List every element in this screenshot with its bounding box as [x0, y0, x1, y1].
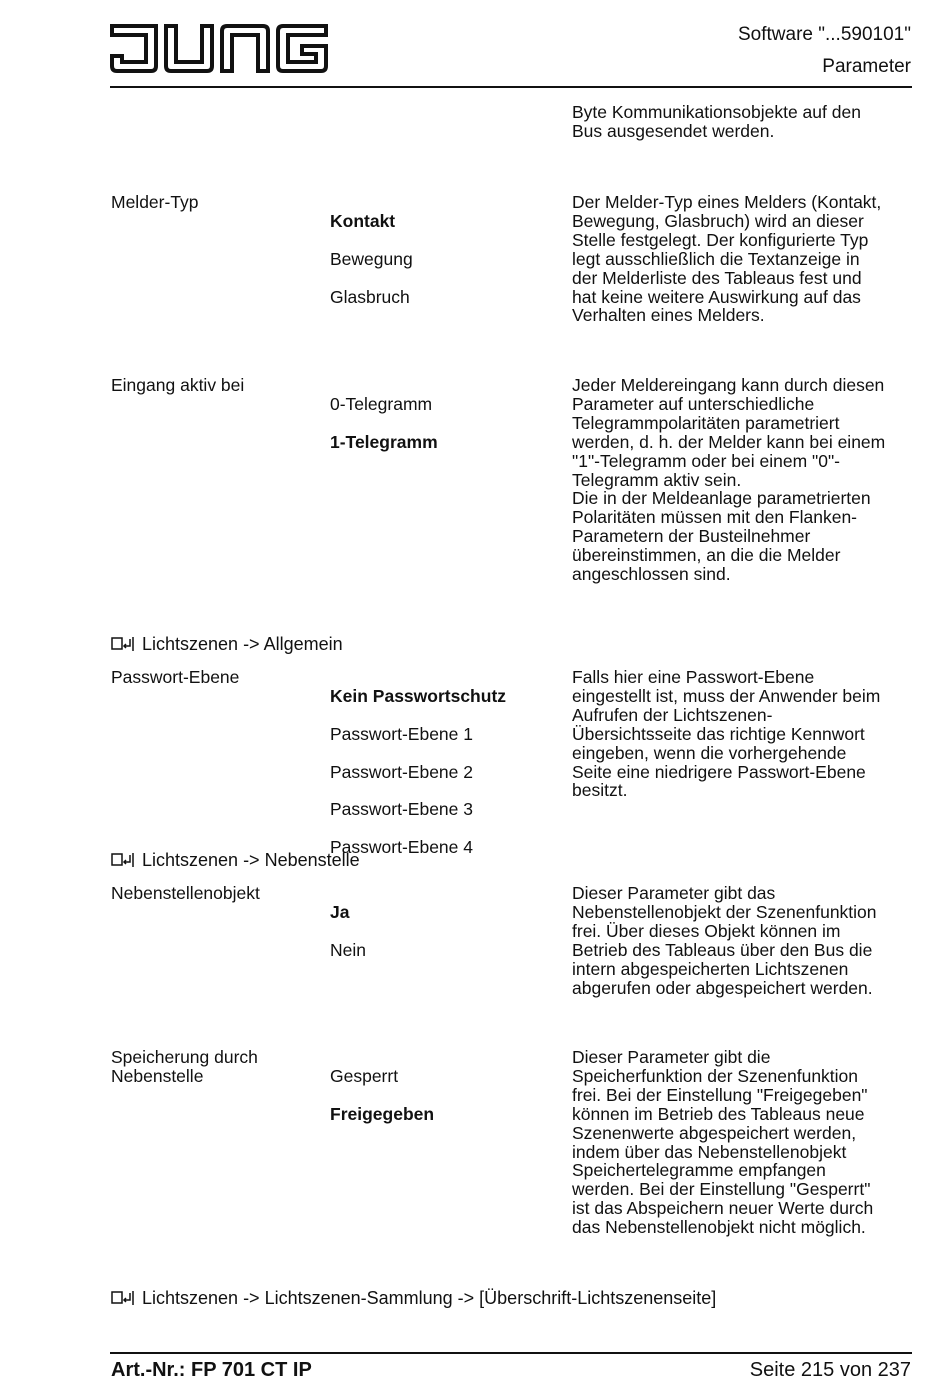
option: Bewegung [330, 248, 413, 269]
option-default: Ja [330, 901, 350, 922]
footer-rule [110, 1352, 912, 1354]
option-default: Kein Passwortschutz [330, 685, 507, 706]
param-options-nebenstellenobjekt [330, 884, 565, 979]
section-heading-lichtszenen-allgemein [111, 634, 343, 654]
option: Passwort-Ebene 4 [330, 837, 473, 858]
software-version: Software "...590101" [738, 24, 911, 45]
option: Nein [330, 939, 366, 960]
param-name-melder-typ: Melder-Typ [111, 192, 199, 212]
param-options-melder-typ [330, 193, 565, 325]
section-heading-lichtszenen-sammlung [111, 1288, 716, 1308]
option-default: 1-Telegramm [330, 431, 438, 452]
param-name-eingang-aktiv: Eingang aktiv bei [111, 375, 245, 395]
param-options-passwort-ebene [330, 668, 565, 876]
option: Passwort-Ebene 1 [330, 723, 473, 744]
param-description-eingang-aktiv: Jeder Meldereingang kann durch diesen Parameter auf unterschiedliche Telegrammpolaritäten parametriert werden, d. h. der Melder kann bei einem "1"-Telegramm oder bei einem "0"- Telegramm aktiv sein. Die in der Meldeanlage parametrierten Polaritäten müssen mit den Flanken- Parametern der Busteilnehmer übereinstimmen, an die die Melder angeschlossen sind. [572, 375, 886, 585]
option-default: Kontakt [330, 210, 396, 231]
section-label: Lichtszenen -> Lichtszenen-Sammlung -> [Überschrift-Lichtszenenseite] [142, 1288, 717, 1308]
param-options-eingang-aktiv [330, 376, 565, 471]
parameter-page-icon [111, 852, 135, 868]
header-rule [110, 86, 912, 88]
option: Passwort-Ebene 2 [330, 761, 473, 782]
option: Glasbruch [330, 286, 410, 307]
section-label: Lichtszenen -> Allgemein [142, 634, 343, 654]
section-heading-lichtszenen-nebenstelle [111, 850, 360, 870]
parameter-page-icon [111, 636, 135, 652]
option-default: Freigegeben [330, 1103, 435, 1124]
option: 0-Telegramm [330, 393, 433, 414]
section-label: Lichtszenen -> Nebenstelle [142, 850, 360, 870]
param-name-speicherung-nebenstelle: Speicherung durch Nebenstelle [111, 1047, 258, 1086]
param-description-speicherung-nebenstelle: Dieser Parameter gibt die Speicherfunktion der Szenenfunktion frei. Bei der Einstellung "Freigegeben" können im Betrieb des Tableaus neue Szenenwerte abgespeichert werden, indem über das Nebenstellenobjekt Speichertelegramme empfangen werden. Bei der Einstellung "Gesperrt" ist das Abspeichern neuer Werte durch das Nebenstellenobjekt nicht möglich. [572, 1047, 874, 1238]
param-description-passwort-ebene: Falls hier eine Passwort-Ebene eingestellt ist, muss der Anwender beim Aufrufen der Lichtszenen- Übersichtsseite das richtige Kennwort eingeben, wenn die vorhergehende Seite eine niedrigere Passwort-Ebene besitzt. [572, 667, 881, 801]
param-name-nebenstellenobjekt: Nebenstellenobjekt [111, 883, 260, 903]
jung-logo [110, 22, 330, 74]
param-name-passwort-ebene: Passwort-Ebene [111, 667, 240, 687]
option: Passwort-Ebene 3 [330, 799, 473, 820]
article-number: Art.-Nr.: FP 701 CT IP [111, 1359, 312, 1381]
option: Gesperrt [330, 1065, 399, 1086]
param-description-melder-typ: Der Melder-Typ eines Melders (Kontakt, Bewegung, Glasbruch) wird an dieser Stelle festgelegt. Der konfigurierte Typ legt ausschließlich die Textanzeige in der Melderliste des Tableaus fest und hat keine weitere Auswirkung auf das Verhalten eines Melders. [572, 192, 882, 326]
header-section-title: Parameter [822, 56, 911, 77]
param-options-speicherung-nebenstelle [330, 1048, 565, 1143]
param-description-nebenstellenobjekt: Dieser Parameter gibt das Nebenstellenobjekt der Szenenfunktion frei. Über dieses Objekt können im Betrieb des Tableaus über den Bus die intern abgespeicherten Lichtszenen abgerufen oder abgespeichert werden. [572, 883, 877, 998]
page-number: Seite 215 von 237 [749, 1359, 911, 1381]
parameter-page-icon [111, 1290, 135, 1306]
intro-continuation-text: Byte Kommunikationsobjekte auf den Bus ausgesendet werden. [572, 102, 861, 141]
